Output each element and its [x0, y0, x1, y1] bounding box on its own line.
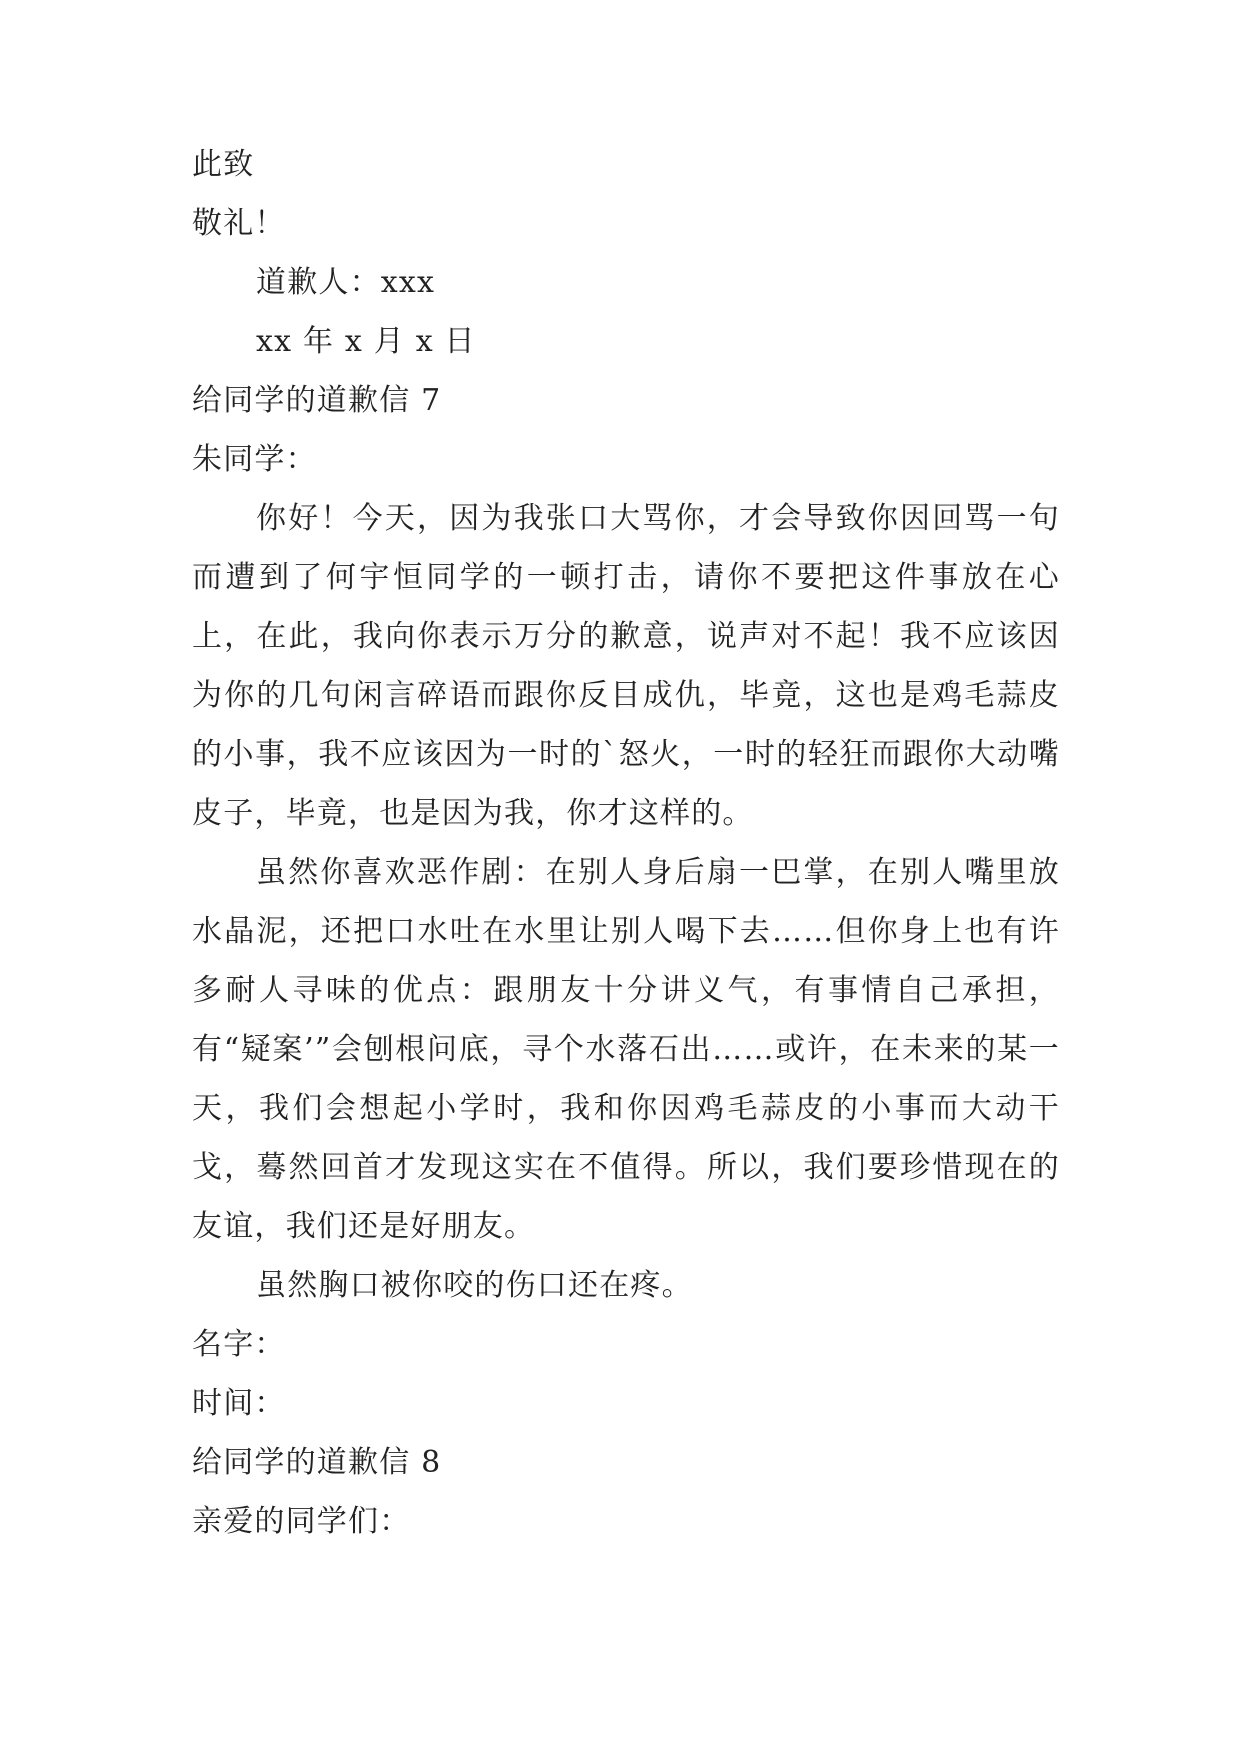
letter-8-salutation: 亲爱的同学们：	[192, 1504, 411, 1539]
document-body	[192, 135, 1060, 1551]
letter-7-paragraph-3: 虽然胸口被你咬的伤口还在疼。	[256, 1268, 693, 1303]
closing-line-1: 此致	[192, 147, 255, 182]
letter-7-paragraph-1: 你好！今天，因为我张口大骂你，才会导致你因回骂一句而遭到了何宇恒同学的一顿打击，请你不要把这件事放在心上，在此，我向你表示万分的歉意，说声对不起！我不应该因为你的几句闲言碎语而跟你反目成仇，毕竟，这也是鸡毛蒜皮的小事，我不应该因为一时的`怒火，一时的轻狂而跟你大动嘴皮子，毕竟，也是因为我，你才这样的。	[192, 501, 1060, 831]
closing-line-2: 敬礼！	[192, 206, 286, 241]
signature-date: xx 年 x 月 x 日	[256, 324, 476, 359]
letter-8-title: 给同学的道歉信 8	[192, 1445, 442, 1480]
letter-7-paragraph-2: 虽然你喜欢恶作剧：在别人身后扇一巴掌，在别人嘴里放水晶泥，还把口水吐在水里让别人喝下去……但你身上也有许多耐人寻味的优点：跟朋友十分讲义气，有事情自己承担，有“疑案’”会刨根问底，寻个水落石出……或许，在未来的某一天，我们会想起小学时，我和你因鸡毛蒜皮的小事而大动干戈，蓦然回首才发现这实在不值得。所以，我们要珍惜现在的友谊，我们还是好朋友。	[192, 855, 1060, 1244]
signature-name: 道歉人：xxx	[256, 265, 436, 300]
letter-7-title: 给同学的道歉信 7	[192, 383, 442, 418]
letter-7-name-label: 名字：	[192, 1327, 286, 1362]
letter-7-salutation: 朱同学：	[192, 442, 317, 477]
letter-7-time-label: 时间：	[192, 1386, 286, 1421]
